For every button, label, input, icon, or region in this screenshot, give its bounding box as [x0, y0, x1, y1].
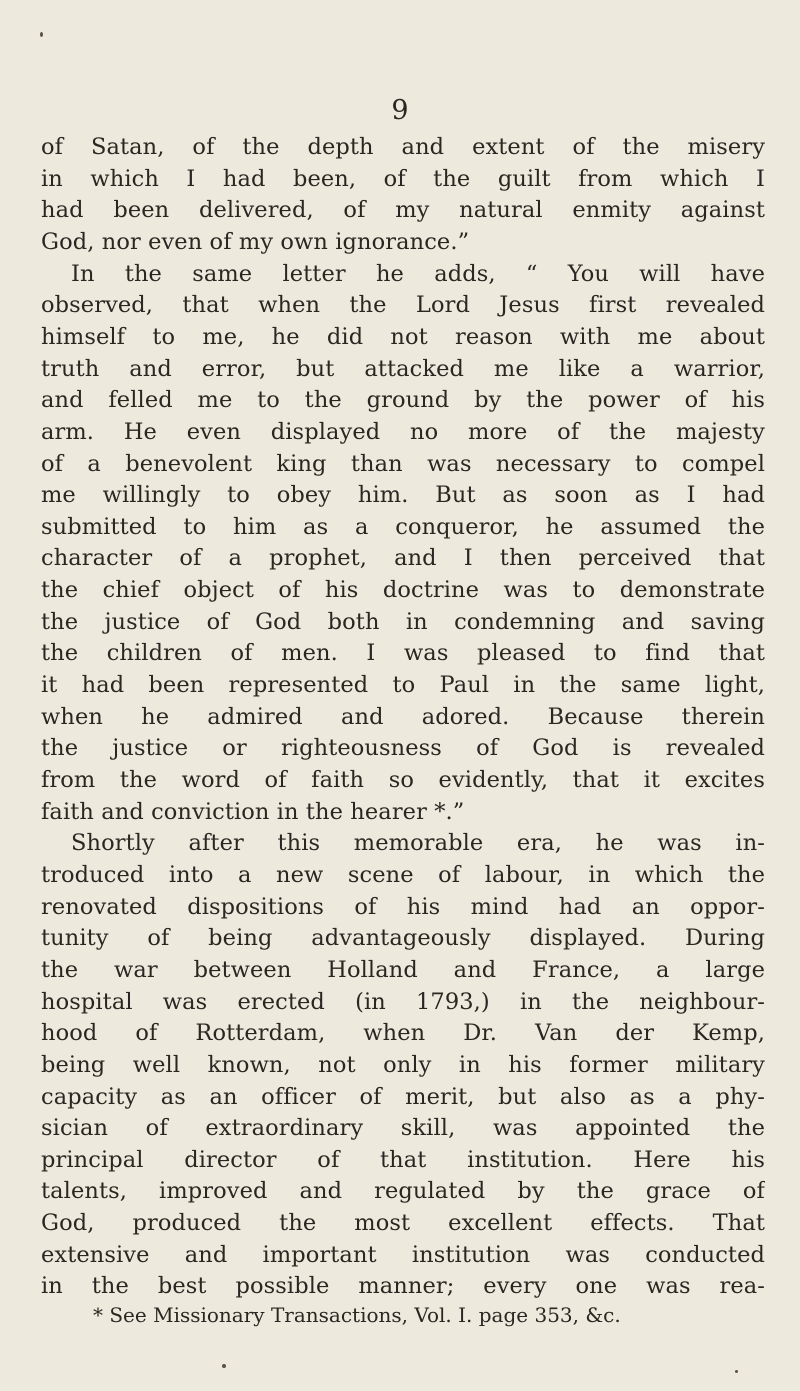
text-line: God, produced the most excellent effects. That [41, 1210, 765, 1237]
text-line: troduced into a new scene of labour, in which the [41, 861, 765, 888]
text-line: observed, that when the Lord Jesus first revealed [41, 292, 765, 319]
text-line: being well known, not only in his former military [41, 1051, 765, 1078]
paper-speck [222, 1364, 226, 1368]
page-number: 9 [391, 95, 409, 126]
paper-speck [40, 32, 43, 37]
text-line: the children of men. I was pleased to find that [41, 640, 765, 667]
footnote: * See Missionary Transactions, Vol. I. page 353, &c. [93, 1303, 621, 1327]
text-line: it had been represented to Paul in the same light, [41, 672, 765, 699]
text-line: himself to me, he did not reason with me about [41, 323, 765, 350]
text-line: extensive and important institution was conducted [41, 1241, 765, 1268]
text-line: hospital was erected (in 1793,) in the neighbour- [41, 988, 765, 1015]
text-line: truth and error, but attacked me like a warrior, [41, 355, 765, 382]
text-line: when he admired and adored. Because therein [41, 703, 765, 730]
text-line: capacity as an officer of merit, but also as a phy- [41, 1083, 765, 1110]
text-line: renovated dispositions of his mind had an oppor- [41, 893, 765, 920]
paper-speck [735, 1370, 738, 1373]
text-line: arm. He even displayed no more of the majesty [41, 418, 765, 445]
text-line: in which I had been, of the guilt from which I [41, 165, 765, 192]
text-line: the chief object of his doctrine was to demonstrate [41, 577, 765, 604]
text-line: character of a prophet, and I then perceived that [41, 545, 765, 572]
text-line: talents, improved and regulated by the grace of [41, 1178, 765, 1205]
text-line: of a benevolent king than was necessary to compel [41, 450, 765, 477]
text-line: hood of Rotterdam, when Dr. Van der Kemp, [41, 1020, 765, 1047]
text-line: in the best possible manner; every one was rea- [41, 1273, 765, 1300]
text-line: me willingly to obey him. But as soon as I had [41, 482, 765, 509]
text-line: had been delivered, of my natural enmity against [41, 197, 765, 224]
text-line: faith and conviction in the hearer *.” [41, 798, 465, 825]
text-line: tunity of being advantageously displayed. During [41, 925, 765, 952]
text-line: from the word of faith so evidently, that it excites [41, 767, 765, 793]
text-line: principal director of that institution. Here his [41, 1146, 765, 1173]
text-line: Shortly after this memorable era, he was in- [71, 830, 765, 857]
text-line: the justice of God both in condemning and saving [41, 608, 765, 635]
text-line: and felled me to the ground by the power of his [41, 387, 765, 414]
text-line: God, nor even of my own ignorance.” [41, 228, 470, 255]
text-line: In the same letter he adds, “ You will have [71, 260, 765, 287]
text-line: the war between Holland and France, a large [41, 956, 765, 983]
text-line: sician of extraordinary skill, was appointed the [41, 1115, 765, 1142]
text-line: submitted to him as a conqueror, he assumed the [41, 513, 765, 540]
text-line: of Satan, of the depth and extent of the misery [41, 134, 765, 160]
text-line: the justice or righteousness of God is revealed [41, 735, 765, 762]
